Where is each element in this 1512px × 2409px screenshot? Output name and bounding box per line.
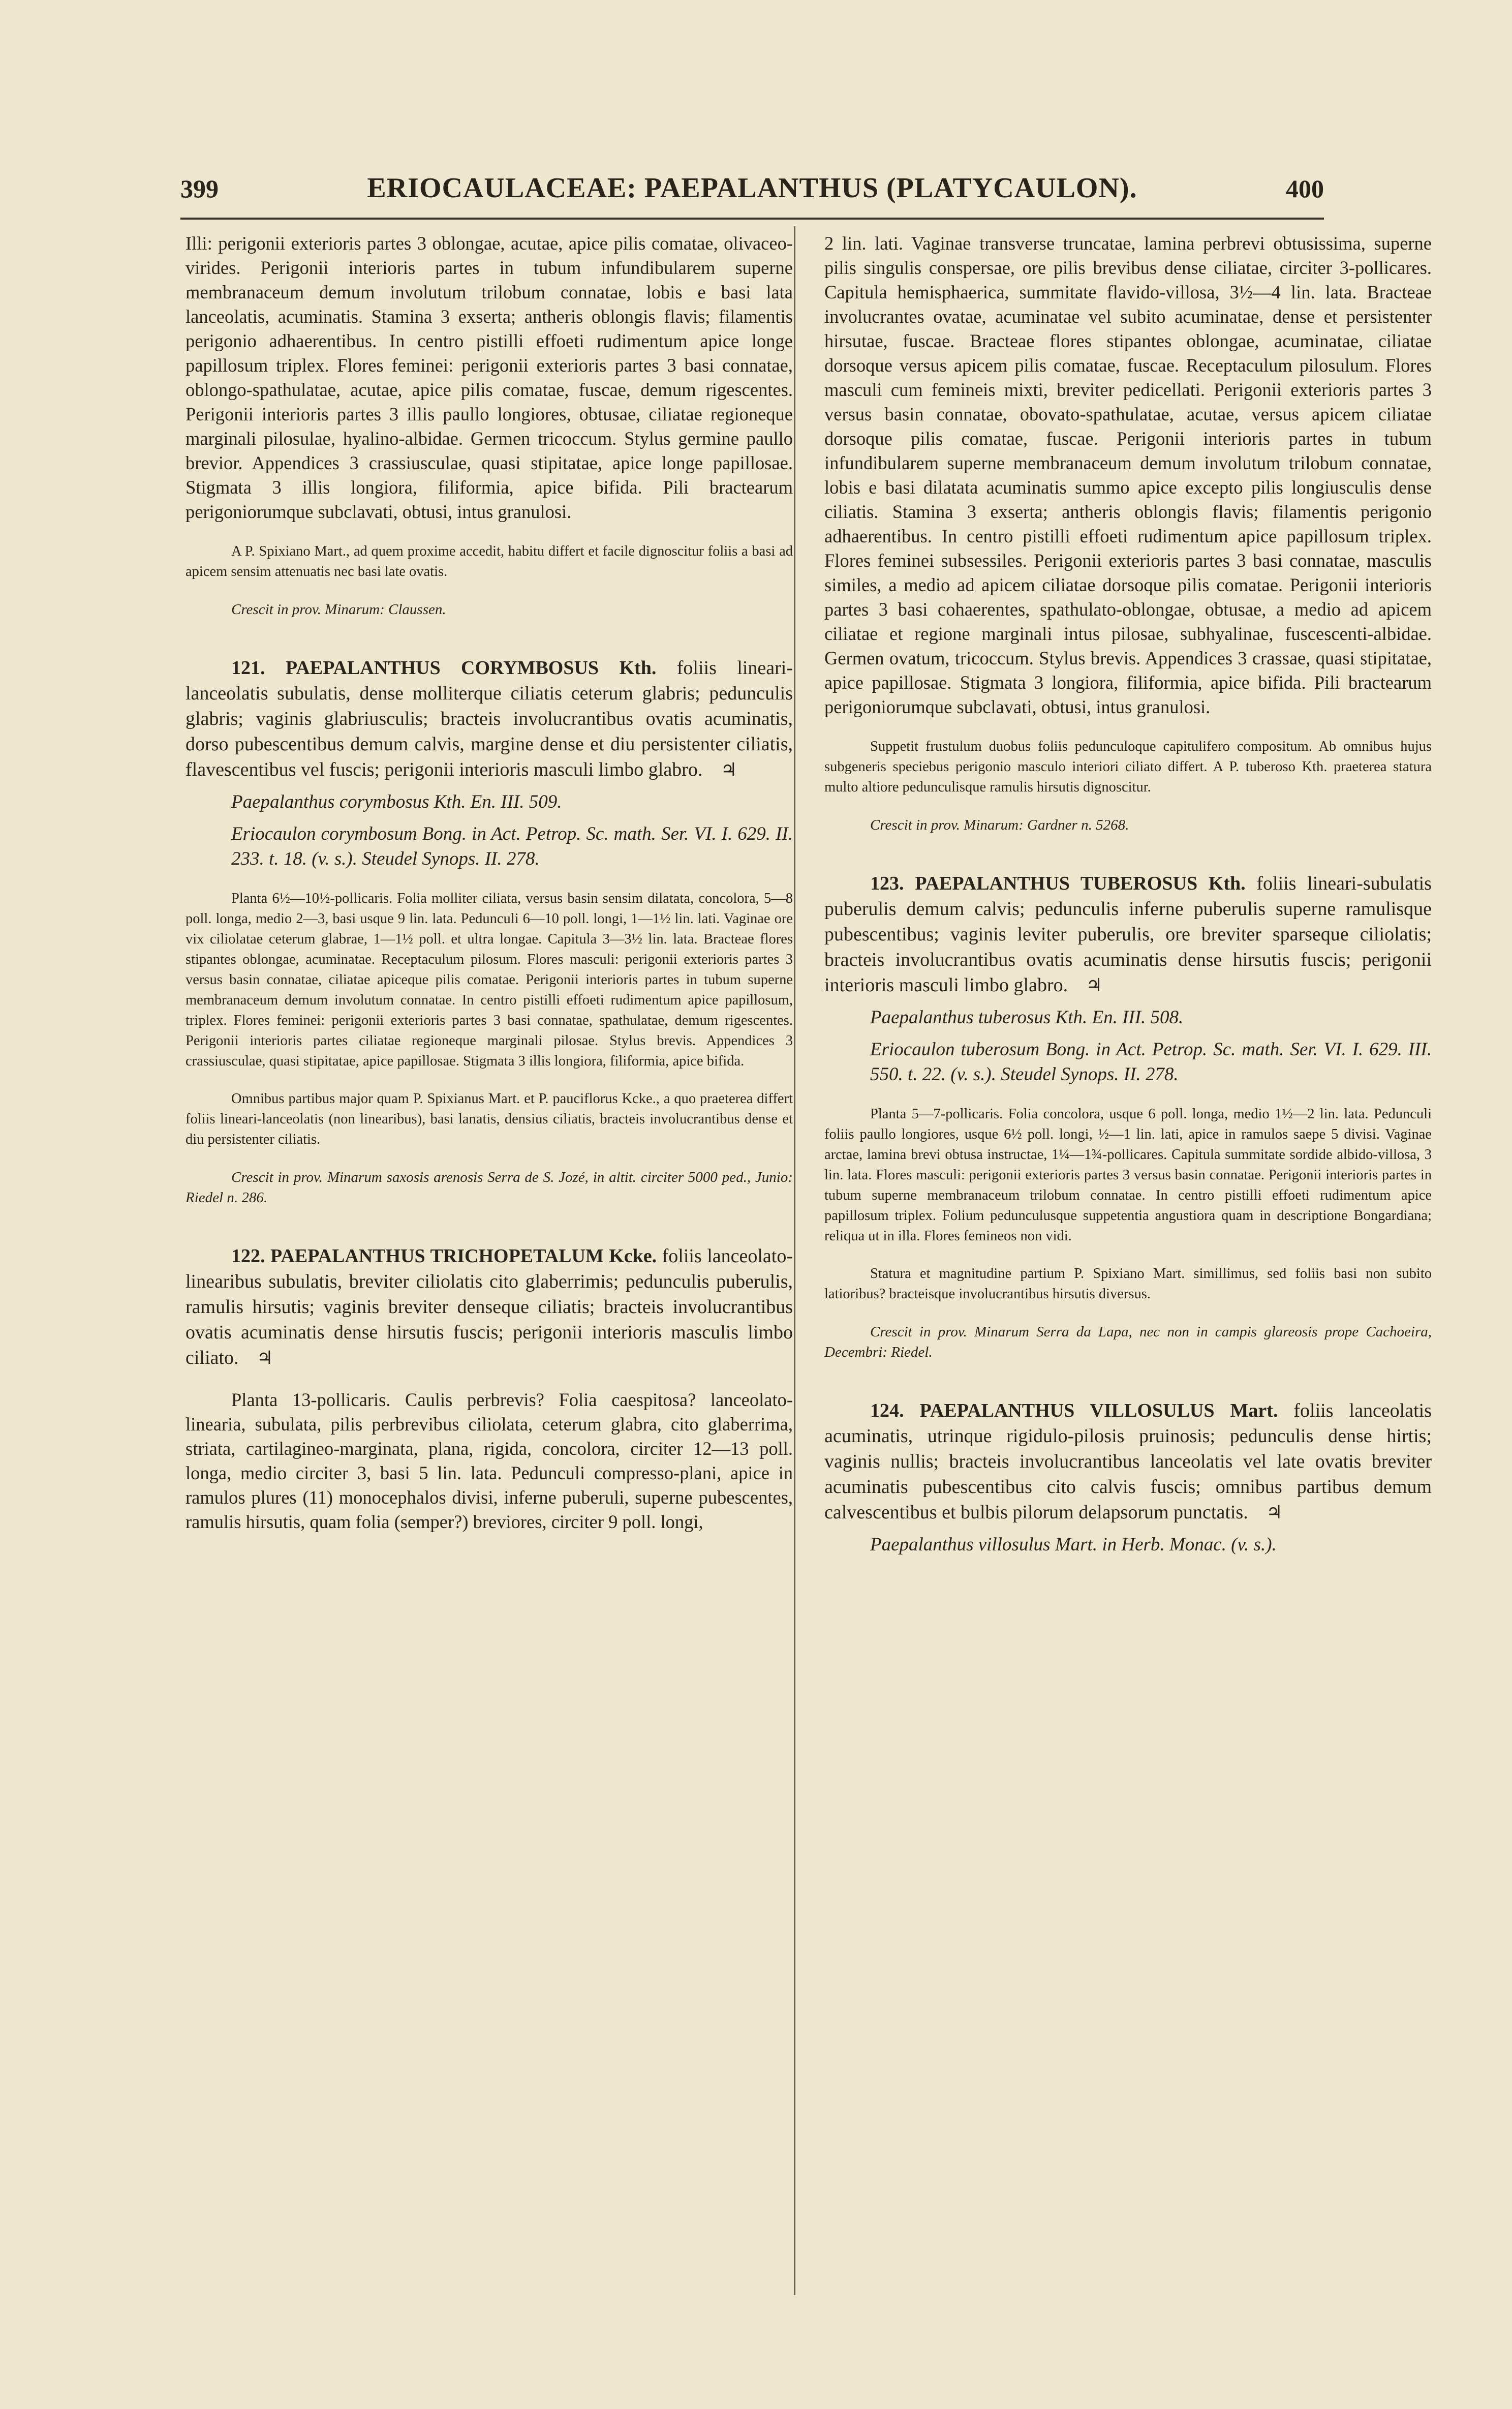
crescit-riedel-286: Crescit in prov. Minarum saxosis arenosis Serra de S. Jozé, in altit. circiter 5000 ped., Junio: Riedel n. 286. — [186, 1169, 793, 1206]
species-122-heading: 122. PAEPALANTHUS TRICHOPETALUM Kcke. — [231, 1245, 657, 1267]
species-123-description: Planta 5—7-pollicaris. Folia concolora, usque 6 poll. longa, medio 1½—2 lin. lata. Pedunculi foliis paullo longiores, usque 6½ poll. longi, ½—1 lin. lati, apice in ramulos saepe 5 divisi. Vaginae arctae, lamina brevi obtusa instructae, 1¼—1¾-pollicares. Capitula summitate sordide albido-villosa, 3 lin. lata. Flores masculi: perigonii exterioris partes 3 versus basin connatae. Perigonii interioris partes in tubum superne membranaceum trilobum connatae. In centro pistilli effoeti rudimentum apice papillosum triplex. Folium pedunculusque suppetentia angustiora quam in descriptione Bongardiana; reliqua ut in illa. Flores femineos non vidi. — [824, 1106, 1432, 1244]
species-123-entry — [824, 871, 1432, 998]
species-124-entry — [824, 1398, 1432, 1525]
crescit-gardner: Crescit in prov. Minarum: Gardner n. 5268. — [870, 817, 1129, 833]
perennial-symbol: ♃ — [256, 1348, 273, 1368]
crescit-claussen: Crescit in prov. Minarum: Claussen. — [231, 601, 446, 618]
species-122-note: Suppetit frustulum duobus foliis pedunculoque capitulifero compositum. Ab omnibus hujus subgeneris speciebus perigonio masculo interiori ciliato differt. A P. tuberoso Kth. praeterea statura multo altiore pedunculisque ramulis hirsutis dignoscitur. — [824, 739, 1432, 795]
species-121-diagnosis: foliis lineari-lanceolatis subulatis, dense molliterque ciliatis ceterum glabris; pedunculis glabris; vaginis glabriusculis; bracteis involucrantibus ovatis acuminatis, dorso pubescentibus demum calvis, margine dense et diu persistenter ciliatis, flavescentibus vel fuscis; perigonii interioris masculi limbo glabro. — [186, 657, 793, 780]
running-title: ERIOCAULACEAE: PAEPALANTHUS (PLATYCAULON). — [367, 172, 1137, 204]
species-121-entry — [186, 655, 793, 782]
page-number-right: 400 — [1285, 174, 1324, 203]
species-124-diagnosis: foliis lanceolatis acuminatis, utrinque rigidulo-pilosis pruinosis; pedunculis dense hirtis; vaginis nullis; bracteis involucrantibus lanceolatis vel late ovatis breviter acuminatis pubescentibus cito calvis fuscis; omnibus partibus demum calvescentibus et bulbis pilorum delapsorum punctatis. — [824, 1400, 1432, 1523]
species-123-note: Statura et magnitudine partium P. Spixiano Mart. simillimus, sed foliis basi non subito latioribus? bracteisque involucrantibus hirsutis diversus. — [824, 1266, 1432, 1302]
crescit-riedel-lapa: Crescit in prov. Minarum Serra da Lapa, nec non in campis glareosis prope Cachoeira, Decembri: Riedel. — [824, 1324, 1432, 1360]
species-123-ref-kunth: Paepalanthus tuberosus Kth. En. III. 508. — [870, 1007, 1184, 1028]
species-121-ref-kunth: Paepalanthus corymbosus Kth. En. III. 509. — [231, 791, 562, 812]
intro-text: Illi: perigonii exterioris partes 3 oblongae, acutae, apice pilis comatae, olivaceo-virides. Perigonii interioris partes in tubum infundibularem superne membranaceum demum involutum trilobum connatae, lobis e basi lata lanceolatis, acuminatis. Stamina 3 exserta; antheris oblongis flavis; filamentis perigonio adhaerentibus. In centro pistilli effoeti rudimentum apice longe papillosum triplex. Flores feminei: perigonii exterioris partes 3 basi connatae, oblongo-spathulatae, acutae, apice pilis comatae, fuscae, demum rigescentes. Perigonii interioris partes 3 illis paullo longiores, obtusae, ciliatae regioneque marginali pilosulae, hyalino-albidae. Germen tricoccum. Stylus germine paullo brevior. Appendices 3 crassiusculae, quasi stipitatae, apice longe papillosae. Stigmata 3 illis longiora, filiformia, apice bifida. Pili bractearum perigoniorumque subclavati, obtusi, intus granulosi. — [186, 233, 793, 522]
species-123-diagnosis: foliis lineari-subulatis puberulis demum calvis; pedunculis inferne puberulis superne ramulisque pubescentibus; vaginis leviter puberulis, ore breviter sparseque ciliolatis; bracteis involucrantibus ovatis acuminatis dense hirsutis fuscis; perigonii interioris masculi limbo glabro. — [824, 873, 1432, 996]
note-spixiano: A P. Spixiano Mart., ad quem proxime accedit, habitu differt et facile dignoscitur foliis a basi ad apicem sensim attenuatis nec basi late ovatis. — [186, 543, 793, 580]
page-header — [180, 172, 1324, 220]
species-121-heading: 121. PAEPALANTHUS CORYMBOSUS Kth. — [231, 657, 657, 679]
species-124-heading: 124. PAEPALANTHUS VILLOSULUS Mart. — [870, 1400, 1278, 1421]
species-122-diagnosis: foliis lanceolato-linearibus subulatis, breviter ciliolatis cito glaberrimis; pedunculis puberulis, ramulis hirsutis; vaginis breviter denseque ciliatis; bracteis involucrantibus ovatis acuminatis dense hirsutis fuscis; perigonii interioris masculis limbo ciliato. — [186, 1245, 793, 1368]
species-121-ref-bongard: Eriocaulon corymbosum Bong. in Act. Petrop. Sc. math. Ser. VI. I. 629. II. 233. t. 18. (v. s.). Steudel Synops. II. 278. — [231, 824, 793, 869]
species-122-entry — [186, 1243, 793, 1370]
page-number-left: 399 — [180, 174, 219, 203]
species-121-description: Planta 6½—10½-pollicaris. Folia molliter ciliata, versus basin sensim dilatata, concolora, 5—8 poll. longa, medio 2—3, basi usque 9 lin. lata. Pedunculi 6—10 poll. longi, 1—1½ lin. lati. Vaginae ore vix ciliolatae ceterum glabrae, 1—1½ poll. et ultra longae. Capitula 3—3½ lin. lata. Bracteae flores stipantes oblongae, acuminatae. Receptaculum pilosum. Flores masculi: perigonii exterioris partes 3 versus basin connatae, ciliatae apiceque pilis comatae. Perigonii interioris partes in tubum superne membranaceum demum involutum connatae. In centro pistilli effoeti rudimentum apice papillosum, triplex. Flores feminei: perigonii exterioris partes 3 basi connatae, spathulatae, demum rigescentes. Perigonii interioris partes ciliatae regioneque marginali pilosae. Stylus brevis. Appendices 3 crassiusculae, quasi stipitatae, apice papillosae. Stigmata 3 illis longiora, filiformia, apice bifida. — [186, 891, 793, 1069]
left-column — [186, 231, 793, 1534]
column-divider — [794, 226, 795, 2295]
species-121-note: Omnibus partibus major quam P. Spixianus Mart. et P. pauciflorus Kcke., a quo praeterea differt foliis lineari-lanceolatis (non linearibus), basi lanatis, densius ciliatis, bracteis involucrantibus dense et diu persistenter ciliatis. — [186, 1091, 793, 1147]
right-column — [824, 231, 1432, 1557]
species-124-ref-martius: Paepalanthus villosulus Mart. in Herb. Monac. (v. s.). — [870, 1534, 1277, 1555]
species-122-description: Planta 13-pollicaris. Caulis perbrevis? Folia caespitosa? lanceolato-linearia, subulata, pilis perbrevibus ciliolata, ceterum glabra, cito glaberrima, striata, cartilagineo-marginata, plana, rigida, concolora, circiter 12—13 poll. longa, medio circiter 3, basi 5 lin. lata. Pedunculi compresso-plani, apice in ramulos plures (11) monocephalos divisi, inferne puberuli, superne pubescentes, ramulis hirsutis, quam folia (semper?) breviores, circiter 9 poll. longi, — [186, 1389, 793, 1532]
species-123-heading: 123. PAEPALANTHUS TUBEROSUS Kth. — [870, 873, 1246, 894]
species-122-description-continued: 2 lin. lati. Vaginae transverse truncatae, lamina perbrevi obtusissima, superne pilis singulis conspersae, ore pilis brevibus dense ciliatae, circiter 3-pollicares. Capitula hemisphaerica, summitate flavido-villosa, 3½—4 lin. lata. Bracteae involucrantes ovatae, acuminatae vel subito acuminatae, dense et persistenter hirsutae, fuscae. Bracteae flores stipantes oblongae, acuminatae, ciliatae dorsoque versus apicem pilis comatae, fuscae. Receptaculum pilosulum. Flores masculi cum femineis mixti, breviter pedicellati. Perigonii exterioris partes 3 versus basin connatae, obovato-spathulatae, acutae, versus apicem ciliatae dorsoque pilis comatae, fuscae. Perigonii interioris partes in tubum infundibularem superne membranaceum demum involutum trilobum connatae, lobis e basi dilatata acuminatis summo apice excepto pilis longiusculis dense ciliatis. Stamina 3 exserta; antheris oblongis flavis; filamentis perigonio adhaerentibus. In centro pistilli effoeti rudimentum apice papillosum triplex. Flores feminei subsessiles. Perigonii exterioris partes 3 basi connatae, masculis similes, a medio ad apicem ciliatae dorsoque pilis comatae. Perigonii interioris partes 3 basi cohaerentes, spathulato-oblongae, obtusae, a medio ad apicem ciliatae et regione marginali intus pilosae, subhyalinae, fuscescenti-albidae. Germen ovatum, tricoccum. Stylus brevis. Appendices 3 crassae, quasi stipitatae, apice papillosae. Stigmata 3 longiora, filiformia, apice bifida. Pili bractearum perigoniorumque subclavati, obtusi, intus granulosi. — [824, 233, 1432, 717]
perennial-symbol: ♃ — [720, 759, 737, 780]
species-123-ref-bongard: Eriocaulon tuberosum Bong. in Act. Petrop. Sc. math. Ser. VI. I. 629. III. 550. t. 22. (v. s.). Steudel Synops. II. 278. — [870, 1039, 1432, 1085]
perennial-symbol: ♃ — [1086, 975, 1102, 995]
perennial-symbol: ♃ — [1266, 1502, 1283, 1522]
